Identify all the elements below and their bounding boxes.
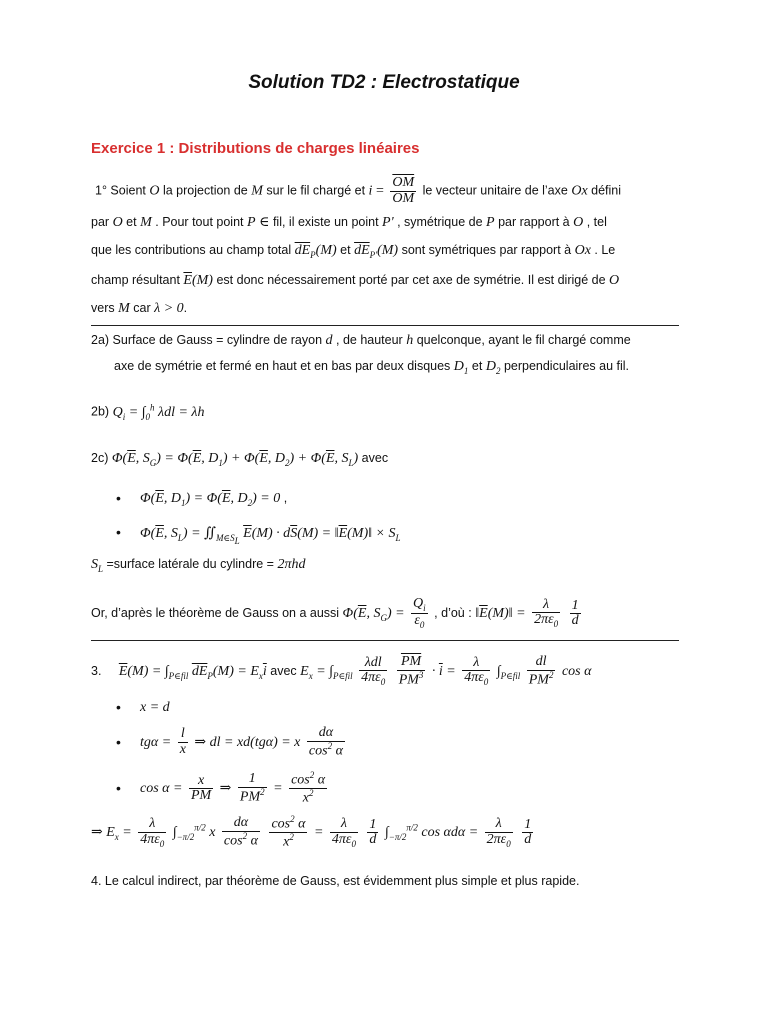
sl-line: $S_L$ =surface latérale du cylindre = 2πhd [91,557,306,574]
text: axe de symétrie et fermé en haut et en bas par deux disques [114,359,451,373]
text: et [340,243,351,257]
text: 2c) [91,451,109,465]
text: est donc nécessairement porté par cet axe de symétrie. Il est dirigé de [216,273,606,287]
q4-line: 4. Le calcul indirect, par théorème de Gauss, est évidemment plus simple et plus rapide. [91,874,580,888]
cosine-formula: cos α = $\frac{x}{PM}$ ⇒ $\frac{1}{PM^2}$ = $\frac{\cos^2 \alpha}{x^2}$ [140,770,326,806]
text: sont symétriques par rapport à [401,243,572,257]
tangent-formula: tgα = $\frac{l}{x}$ ⇒ dl = xd(tgα) = x $\frac{d\alpha}{\cos^2 \alpha}$ [140,725,343,759]
divider [91,325,679,326]
text: , d’où : [434,606,472,621]
text: et [471,359,483,373]
text: perpendiculaires au fil. [503,359,630,373]
text: , de hauteur [336,333,403,347]
text: , tel [586,215,607,229]
text: fil, il existe un point [272,215,379,229]
p1-line-4: champ résultant $\overline{E}(M)$ est donc nécessairement porté par cet axe de symétrie. Il est dirigé de O [91,273,620,288]
text: 3. [91,663,102,678]
text: sur le fil chargé et [266,183,366,198]
gauss-line: Or, d’après le théorème de Gauss on a aussi $\Phi(\overline{E}$, $S_G$) = $\frac{Q_i}{\varepsilon_0}$ , d’où : $‖\overline{E}(M)‖$ = $\frac{\lambda}{2\pi\varepsilon_0}$ $\frac{1}{d}$ [91,596,579,631]
text: . Le [594,243,616,257]
p1-line-5: vers M car λ > 0. [91,301,188,316]
bullet: • [116,490,121,506]
text: par rapport à [498,215,570,229]
text: 2a) Surface de Gauss = cylindre de rayon [91,333,323,347]
x-eq-d-formula: x = d [140,700,170,715]
q2a-line-2: axe de symétrie et fermé en haut et en bas par deux disques $D_1$ et $D_2$ perpendiculaires au fil. [114,359,630,376]
q2a-line-1: 2a) Surface de Gauss = cylindre de rayon d , de hauteur h quelconque, ayant le fil chargé comme [91,333,631,348]
text: vers [91,301,115,315]
p1-line-1: 1° Soient O la projection de M sur le fil chargé et i = $\frac{\overline{OM}}{OM}$ le vecteur unitaire de l’axe Ox défini [95,175,622,206]
text: =surface latérale du cylindre = [106,557,274,571]
text: Or, d’après le théorème de Gauss on a aussi [91,606,340,621]
ex-final-formula: ⇒ $E_x$ = $\frac{\lambda}{4\pi\varepsilon_0}$ $\int_{-\pi/2}^{\pi/2}$ x $\frac{d\alpha}{\cos^2 \alpha}$ $\frac{\cos^2 \alpha}{x^2}$ = $\frac{\lambda}{4\pi\varepsilon_0}$ $\frac{1}{d}$ $\int_{-\pi/2}^{\pi/2}$ cos αdα = $\frac{\lambda}{2\pi\varepsilon_0}$ $\frac{1}{d}$ [91,814,532,850]
text: , symétrique de [397,215,483,229]
text: avec [270,663,297,678]
text: 2b) [91,404,110,419]
flux-lateral-formula: $\Phi(\overline{E}$, $S_L$) = $∬_{M\in S_L}$ $\overline{E}(M) \cdot d\overline{S}(M)$ = $‖\overline{E}(M)‖ \times S_L$ [140,526,401,546]
bullet: • [116,734,121,750]
text: car [133,301,151,315]
text: la projection de [162,183,248,198]
p1-line-2: par O et M . Pour tout point P ∈ fil, il existe un point P' , symétrique de P par rapport à O , tel [91,215,607,230]
divider [91,640,679,641]
text: avec [361,451,389,465]
q2b-line: 2b) $Q_i = \int_0^h$ λdl = λh [91,402,205,422]
page-title: Solution TD2 : Electrostatique [248,72,520,93]
exercise-heading: Exercice 1 : Distributions de charges linéaires [91,140,420,157]
q2c-line: 2c) $\Phi(\overline{E}$, $S_G) = \Phi(\overline{E}$, $D_1) + \Phi(\overline{E}$, $D_2) + \Phi(\overline{E}$, $S_L$) avec [91,451,389,468]
text: par [91,215,110,229]
q3-line: 3. $\overline{E}(M) = \int_{P\in fil}$ $\overline{dE}_P(M) = E_x\overline{i}$ avec $E_x = \int_{P\in fil}$ $\frac{\text{λdl}}{4\pi\varepsilon_0}$ $\frac{\overline{PM}}{PM^3}$ · $\overline{i}$ = $\frac{\lambda}{4\pi\varepsilon_0}$ $\int_{P\in fil}$ $\frac{dl}{PM^2}$ cos α [91,654,592,688]
bullet: • [116,780,121,796]
bullet: • [116,699,121,715]
flux-disks-formula: $\Phi(\overline{E}$, $D_1) = \Phi(\overline{E}$, $D_2) = 0$ , [140,491,288,508]
bullet: • [116,524,121,540]
text: . Pour tout point [155,215,244,229]
text: 1° Soient [95,183,146,198]
text: champ résultant [91,273,180,287]
text: le vecteur unitaire de l’axe [422,183,568,198]
text: et [126,215,137,229]
text: quelconque, ayant le fil chargé comme [416,333,631,347]
text: défini [591,183,622,198]
text: que les contributions au champ total [91,243,292,257]
p1-line-3: que les contributions au champ total $\overline{dE}_P(M)$ et $\overline{dE}_{P'}(M)$ sont symétriques par rapport à Ox . Le [91,243,616,260]
